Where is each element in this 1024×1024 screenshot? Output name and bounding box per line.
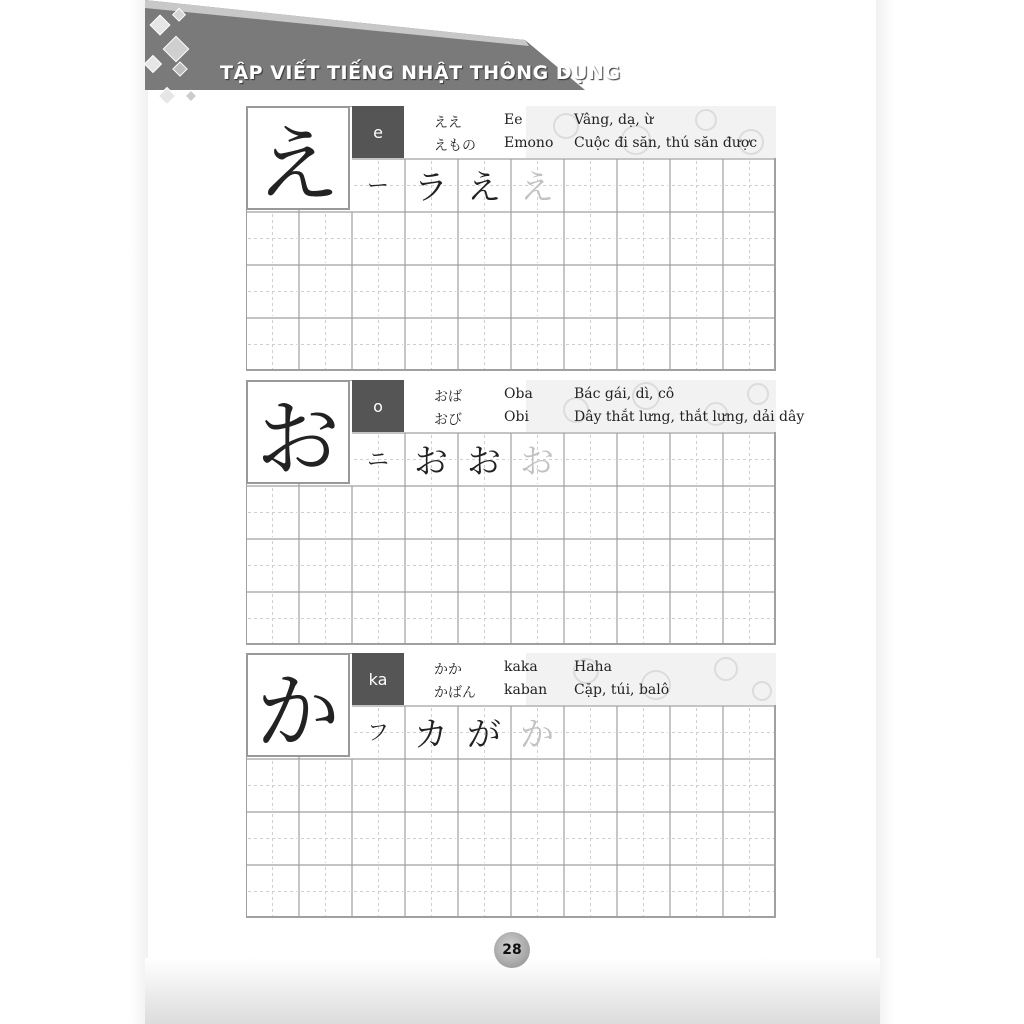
romaji-label: e <box>352 106 404 158</box>
main-character: え <box>246 106 350 210</box>
practice-block-o <box>246 380 805 645</box>
stroke-step-2: カ <box>414 714 448 755</box>
stroke-step-2: お <box>414 441 448 482</box>
stroke-step-3: え <box>467 167 501 208</box>
book-title: TẬP VIẾT TIẾNG NHẬT THÔNG DỤNG <box>220 62 621 84</box>
vocab-area: ええ Ee Vâng, dạ, ừ えもの Emono Cuộc đi săn, thú săn được <box>406 106 776 158</box>
page-number: 28 <box>494 932 530 968</box>
vocab-area: おば Oba Bác gái, dì, cô おび Obi Dây thắt lưng, thắt lưng, dải dây <box>406 380 776 432</box>
trace-guide: か <box>520 714 554 755</box>
header-banner <box>145 0 880 110</box>
page-edge-left <box>130 0 148 1024</box>
stroke-step-2: ラ <box>414 167 448 208</box>
stroke-step-3: が <box>467 714 501 755</box>
stroke-step-3: お <box>467 441 501 482</box>
romaji-label: o <box>352 380 404 432</box>
stroke-step-1: フ <box>366 720 389 746</box>
main-character: か <box>246 653 350 757</box>
stroke-step-1: ー <box>366 173 389 199</box>
trace-guide: お <box>520 441 554 482</box>
practice-block-ka <box>246 653 776 918</box>
vocab-area: かか kaka Haha かばん kaban Cặp, túi, balô <box>406 653 776 705</box>
stroke-step-1: ニ <box>366 447 389 473</box>
page-edge-right <box>876 0 894 1024</box>
trace-guide: え <box>520 167 554 208</box>
main-character: お <box>246 380 350 484</box>
romaji-label: ka <box>352 653 404 705</box>
practice-block-e <box>246 106 776 371</box>
